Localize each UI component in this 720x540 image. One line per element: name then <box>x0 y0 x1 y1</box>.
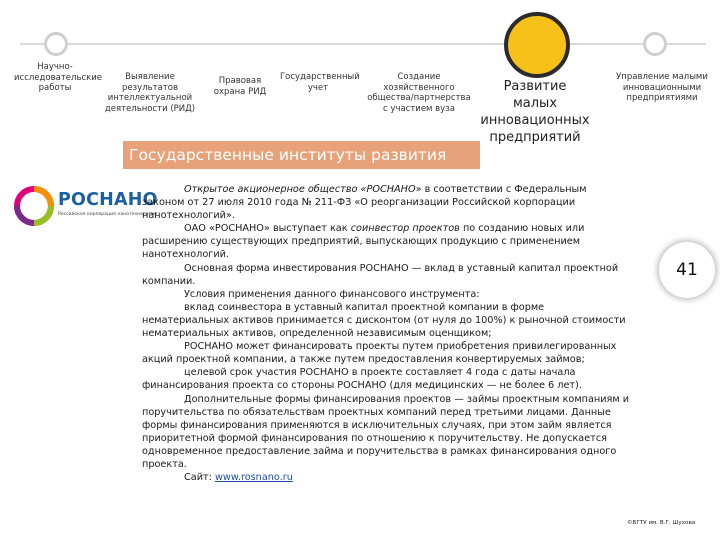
stage-label-1: Научно-исследовательские работы <box>14 62 103 93</box>
page-number: 41 <box>659 242 715 298</box>
logo-subtitle: Российская корпорация нанотехнологий <box>58 212 158 217</box>
paragraph-8: Дополнительные формы финансирования проектов — займы проектным компаниям и поручительства по обязательствам проектных компаний перед третьими лицами. Данные формы финансирования применяются в исключительных случаях, при этом займ является приоритетной формой финансирования по отношению к поручительству. Не допускается одновременное предоставление займа и поручительства в рамках финансирования одного проекта. <box>142 393 630 470</box>
footer-credit: ©БГТУ им. В.Г. Шухова <box>627 520 696 526</box>
stage-label-7: Управление малыми инновационными предприятиями <box>616 72 708 103</box>
paragraph-3: Основная форма инвестирования РОСНАНО — вклад в уставный капитал проектной компании. <box>142 262 619 287</box>
paragraph-5: вклад соинвестора в уставный капитал проектной компании в форме нематериальных активов принимается с дисконтом (от нуля до 100%) к рыночной стоимости нематериальных активов, определенной независимым оценщиком; <box>142 301 626 340</box>
timeline-line <box>20 43 706 45</box>
content-text <box>142 183 630 484</box>
stage-dot-active[interactable] <box>504 12 570 78</box>
paragraph-4: Условия применения данного финансового инструмента: <box>184 288 480 300</box>
logo-name: РОСНАНО <box>58 190 158 210</box>
paragraph-2: ОАО «РОСНАНО» выступает как соинвестор проектов по созданию новых или расширению существующих предприятий, выпускающих продукцию с применением нанотехнологий. <box>142 223 585 261</box>
paragraph-6: РОСНАНО может финансировать проекты путем приобретения привилегированных акций проектной компании, а также путем предоставления конвертируемых займов; <box>142 341 617 366</box>
section-banner: Государственные институты развития <box>123 141 480 169</box>
site-link[interactable]: www.rosnano.ru <box>214 472 293 484</box>
stage-label-3: Правовая охрана РИД <box>213 76 267 97</box>
stage-label-4: Государственный учет <box>280 72 360 93</box>
rosnano-logo <box>14 186 158 226</box>
stage-dot-1[interactable] <box>44 32 68 56</box>
paragraph-7: целевой срок участия РОСНАНО в проекте составляет 4 года с даты начала финансирования проекта со стороны РОСНАНО (для медицинских — не более 6 лет). <box>142 367 582 392</box>
stage-label-6: Развитие малых инновационных предприятий <box>480 79 590 145</box>
paragraph-1: Открытое акционерное общество «РОСНАНО» в соответствии с Федеральным законом от 27 июля 2010 года № 211-ФЗ «О реорганизации Российской корпорации нанотехнологий». <box>142 184 587 222</box>
site-line: Сайт: www.rosnano.ru <box>184 472 293 484</box>
stage-label-2: Выявление результатов интеллектуальной деятельности (РИД) <box>104 72 196 114</box>
stage-label-5: Создание хозяйственного общества/партнерства с участием вуза <box>367 72 471 114</box>
stage-dot-last[interactable] <box>643 32 667 56</box>
rosnano-logo-icon <box>14 186 54 226</box>
